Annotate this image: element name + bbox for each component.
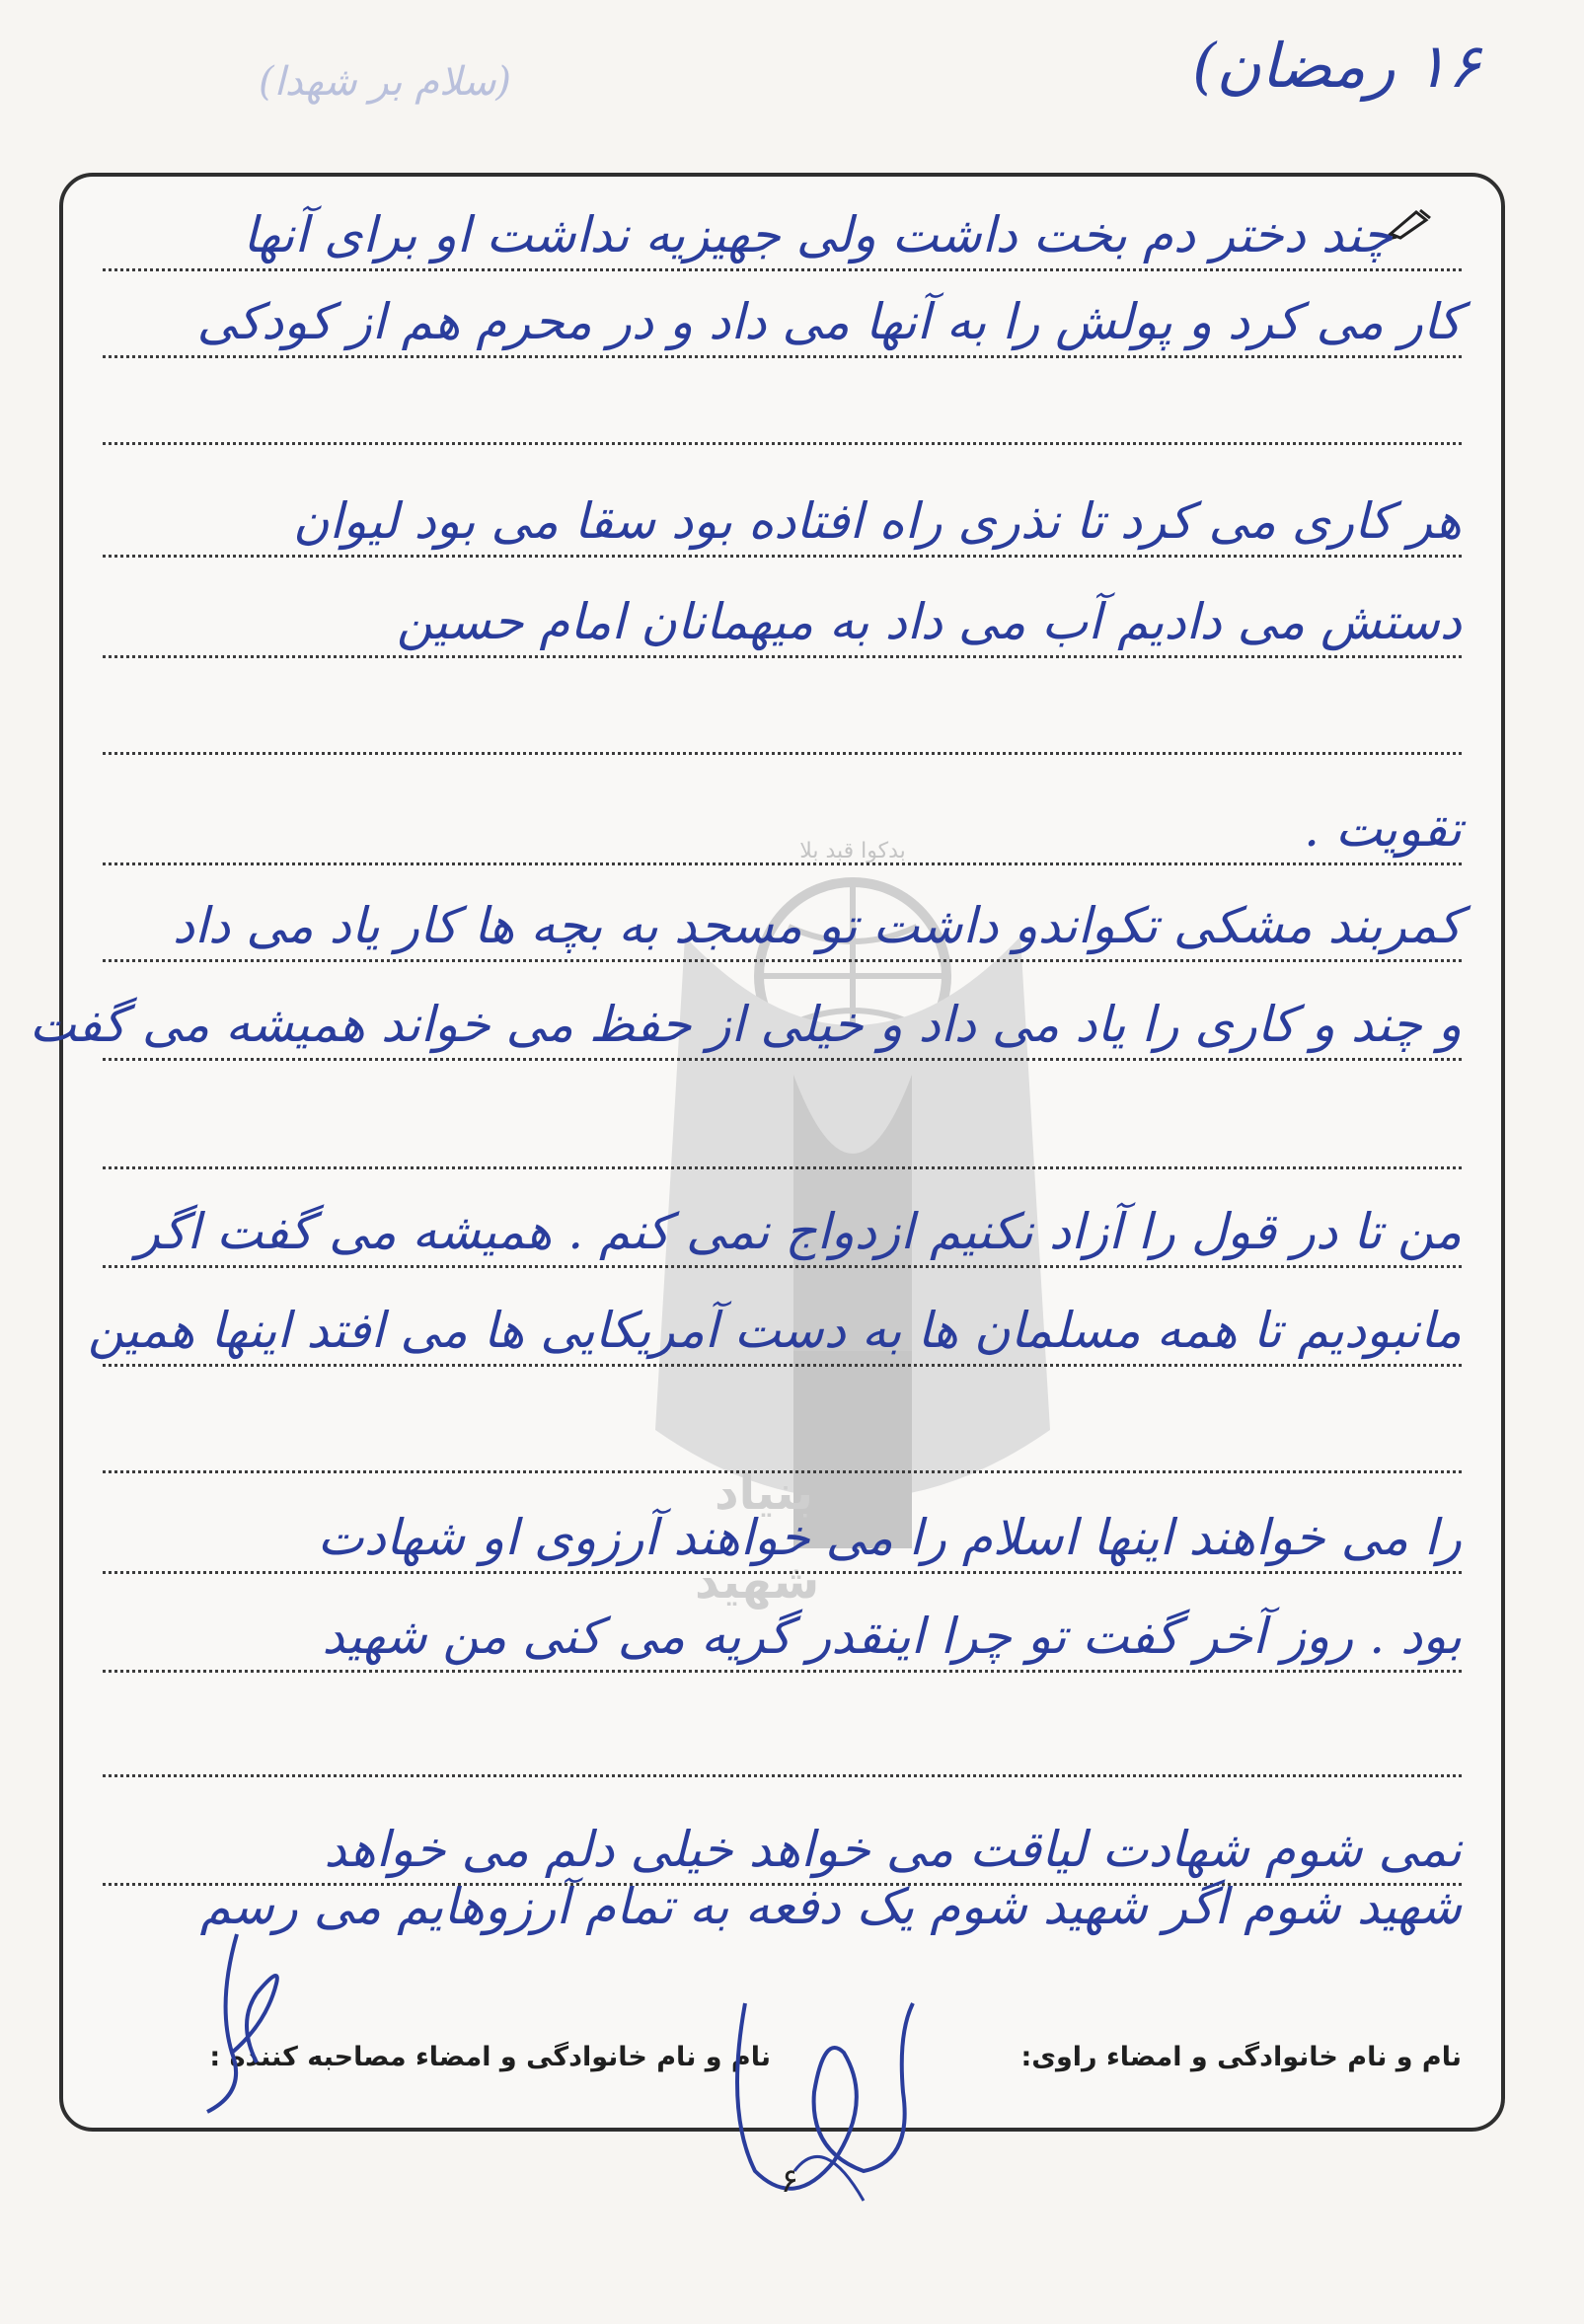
form-line <box>103 1379 1462 1473</box>
dotted-rule <box>103 555 1462 558</box>
narrator-signature-label: نام و نام خانوادگی و امضاء راوی: <box>1020 2042 1462 2072</box>
handwritten-text: چند دختر دم بخت داشت ولی جهیزیه نداشت او برای آنها <box>243 206 1393 263</box>
form-line <box>103 1479 1462 1574</box>
dotted-rule <box>103 1265 1462 1268</box>
watermark-word-bonyad: بنیاد <box>715 1465 813 1521</box>
form-line <box>103 867 1462 962</box>
form-line <box>103 1683 1462 1777</box>
handwritten-text: تقویت . <box>1304 800 1462 858</box>
watermark-motto: بدکوا قبد بلا <box>799 839 906 863</box>
dotted-rule <box>103 1670 1462 1673</box>
dotted-rule <box>103 1470 1462 1473</box>
form-line <box>103 1578 1462 1673</box>
dotted-rule <box>103 1571 1462 1574</box>
dotted-rule <box>103 862 1462 865</box>
form-line <box>103 660 1462 755</box>
form-line <box>103 350 1462 445</box>
dotted-rule <box>103 752 1462 755</box>
form-line <box>103 563 1462 658</box>
handwritten-text: بود . روز آخر گفت تو چرا اینقدر گریه می کنی من شهید <box>322 1608 1462 1665</box>
header-note: ۱۶ رمضان) <box>1192 30 1480 102</box>
handwritten-text: مانبودیم تا همه مسلمان ها به دست آمریکایی ها می افتد اینها همین <box>87 1302 1462 1359</box>
handwritten-text: نمی شوم شهادت لیاقت می خواهد خیلی دلم می خواهد <box>324 1821 1462 1878</box>
dotted-rule <box>103 1058 1462 1061</box>
form-line <box>103 771 1462 865</box>
handwritten-text: کمربند مشکی تکواندو داشت تو مسجد به بچه ها کار یاد می داد <box>172 897 1462 954</box>
form-line <box>103 177 1462 271</box>
narrator-signature <box>178 1924 296 2122</box>
interview-form <box>29 173 1505 2132</box>
form-line-last <box>103 1874 1462 1943</box>
dotted-rule <box>103 1364 1462 1367</box>
handwritten-text: هر کاری می کرد تا نذری راه افتاده بود سقا می بود لیوان <box>292 492 1462 550</box>
interviewer-signature-label: نام و نام خانوادگی و امضاء مصاحبه کننده : <box>209 2042 771 2072</box>
handwritten-text: را می خواهند اینها اسلام را می خواهند آرزوی او شهادت <box>317 1509 1462 1566</box>
handwritten-text: کار می کرد و پولش را به آنها می داد و در محرم هم از کودکی <box>196 293 1462 350</box>
handwritten-text: شهید شوم اگر شهید شوم یک دفعه به تمام آرزوهایم می رسم <box>199 1878 1462 1935</box>
dotted-rule <box>103 655 1462 658</box>
faint-margin-note: (سلام بر شهدا) <box>258 59 512 105</box>
dotted-rule <box>103 959 1462 962</box>
handwritten-text: دستش می دادیم آب می داد به میهمانان امام حسین <box>396 593 1462 650</box>
form-line <box>29 966 1462 1061</box>
form-line <box>103 1173 1462 1268</box>
handwritten-text: و چند و کاری را یاد می داد و خیلی از حفظ می خواند همیشه می گفت <box>29 996 1462 1053</box>
dotted-rule <box>103 1166 1462 1169</box>
dotted-rule <box>103 442 1462 445</box>
form-line <box>87 1272 1462 1367</box>
form-line <box>103 463 1462 558</box>
interviewer-signature <box>716 1974 952 2220</box>
handwritten-text: من تا در قول را آزاد نکنیم ازدواج نمی کنم . همیشه می گفت اگر <box>135 1203 1462 1260</box>
form-line <box>103 1075 1462 1169</box>
dotted-rule <box>103 1774 1462 1777</box>
page-number: ۶ <box>780 2161 799 2201</box>
form-line <box>103 1791 1462 1886</box>
watermark-word-shahid: شهید <box>695 1554 820 1610</box>
form-line <box>103 263 1462 358</box>
